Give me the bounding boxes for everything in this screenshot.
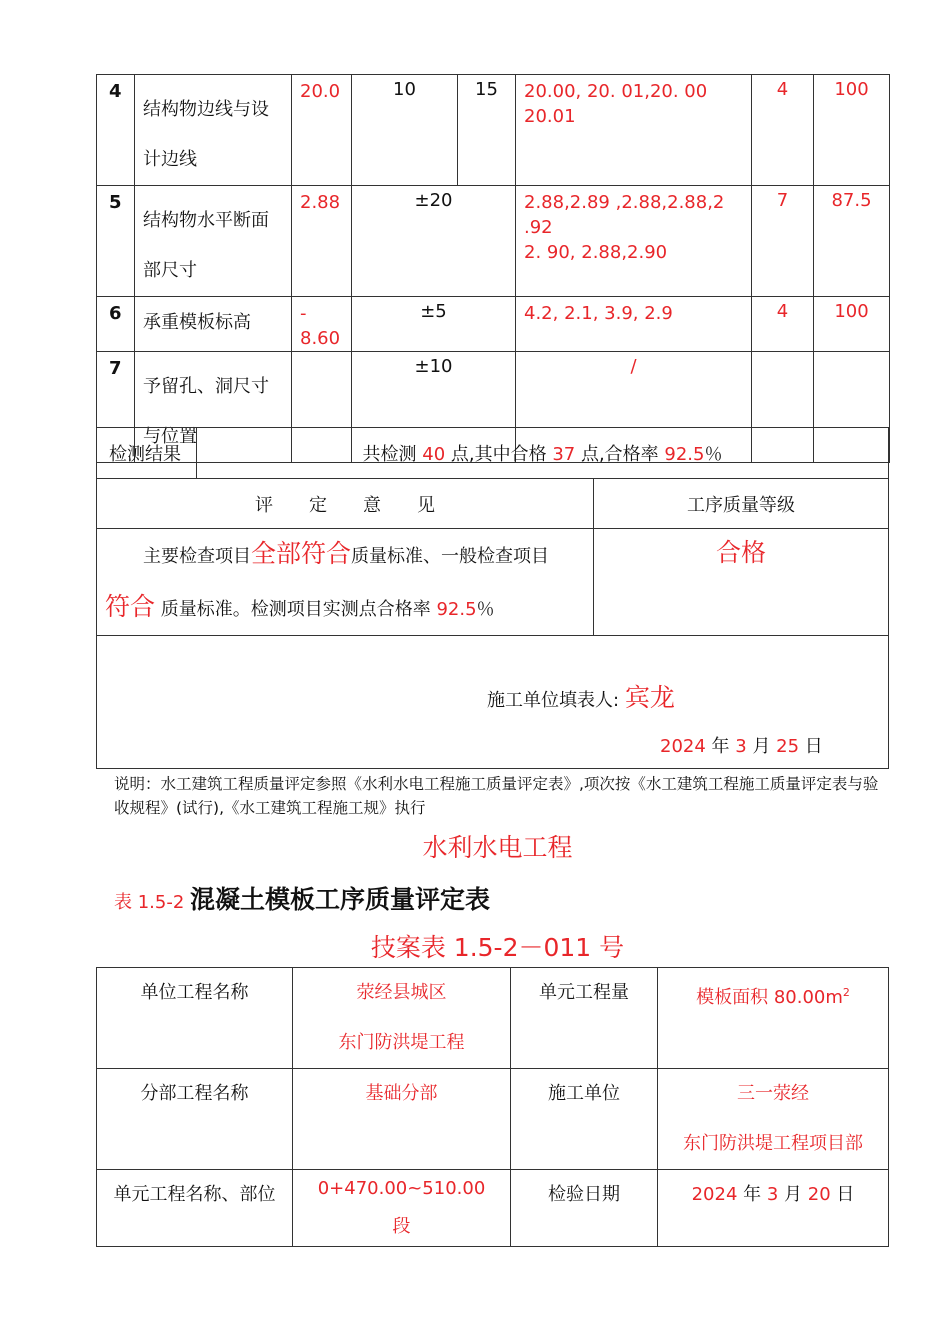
evaluation-opinion: 主要检查项目全部符合质量标准、一般检查项目 符合 质量标准。检测项目实测点合格率 92.5％ <box>97 529 594 636</box>
tolerance: ±10 <box>352 352 516 463</box>
section-title: 水利水电工程 <box>422 833 573 862</box>
tolerance: ±20 <box>352 186 516 297</box>
design-value: 2.88 <box>292 186 352 297</box>
inspection-items-table <box>96 74 890 463</box>
detection-result-text: 共检测 40 点,其中合格 37 点,合格率 92.5％ <box>197 428 889 479</box>
unit-project-value: 荥经县城区 东门防洪堤工程 <box>293 968 511 1069</box>
signature-block <box>96 628 889 769</box>
design-value: - 8.60 <box>292 297 352 352</box>
element-value: 0+470.00~510.00 段 <box>293 1170 511 1247</box>
item-row-4 <box>97 75 890 186</box>
inspection-date-label: 检验日期 <box>511 1170 658 1247</box>
design-value: 20.0 <box>292 75 352 186</box>
item-name: 承重模板标高 <box>135 297 292 352</box>
inspection-date-value: 2024 年 3 月 20 日 <box>658 1170 889 1247</box>
contractor-label: 施工单位 <box>511 1069 658 1170</box>
sub-project-label: 分部工程名称 <box>97 1069 293 1170</box>
unit-quantity-label: 单元工程量 <box>511 968 658 1069</box>
contractor-value: 三一荥经 东门防洪堤工程项目部 <box>658 1069 889 1170</box>
pass-rate: 100 <box>814 75 890 186</box>
item-no: 7 <box>97 352 135 463</box>
grade-heading: 工序质量等级 <box>594 479 889 529</box>
sub-project-value: 基础分部 <box>293 1069 511 1170</box>
item-no: 4 <box>97 75 135 186</box>
evaluation-heading: 评 定 意 见 <box>97 479 594 529</box>
item-no: 6 <box>97 297 135 352</box>
table-title: 表 1.5-2 混凝土模板工序质量评定表 <box>114 885 491 914</box>
item-row-6 <box>97 297 890 352</box>
item-no: 5 <box>97 186 135 297</box>
element-label: 单元工程名称、部位 <box>97 1170 293 1247</box>
unit-project-label: 单位工程名称 <box>97 968 293 1069</box>
unit-quantity-value: 模板面积 $80.00m^2$ <box>658 968 889 1069</box>
filler-signature: 施工单位填表人: 宾龙 <box>487 683 675 712</box>
quality-grade: 合格 <box>594 529 889 636</box>
form-code: 技案表 1.5-2－011 号 <box>370 933 625 962</box>
measured-values: 2.88,2.89 ,2.88,2.88,2 .92 2. 90, 2.88,2.90 <box>516 186 752 297</box>
evaluation-table <box>96 478 889 636</box>
measured-values: 4.2, 2.1, 3.9, 2.9 <box>516 297 752 352</box>
item-name: 予留孔、洞尺寸 与位置 <box>135 352 292 463</box>
pass-rate: 100 <box>814 297 890 352</box>
signature-date: 2024 年 3 月 25 日 <box>660 736 823 757</box>
tolerance-a: 10 <box>352 75 458 186</box>
detection-result-label: 检测结果 <box>97 428 197 479</box>
tolerance: ±5 <box>352 297 516 352</box>
project-info-table <box>96 967 889 1247</box>
item-row-5 <box>97 186 890 297</box>
item-name: 结构物水平断面 部尺寸 <box>135 186 292 297</box>
explanatory-note: 说明：水工建筑工程质量评定参照《水利水电工程施工质量评定表》,项次按《水工建筑工程施工质量评定表与验收规程》(试行),《水工建筑工程施工规》执行 <box>114 775 879 817</box>
point-count: 7 <box>752 186 814 297</box>
point-count: 4 <box>752 297 814 352</box>
measured-values: / <box>516 352 752 463</box>
measured-values: 20.00, 20. 01,20. 00 20.01 <box>516 75 752 186</box>
point-count: 4 <box>752 75 814 186</box>
detection-result-table <box>96 427 889 479</box>
item-name: 结构物边线与设 计边线 <box>135 75 292 186</box>
tolerance-b: 15 <box>458 75 516 186</box>
pass-rate: 87.5 <box>814 186 890 297</box>
